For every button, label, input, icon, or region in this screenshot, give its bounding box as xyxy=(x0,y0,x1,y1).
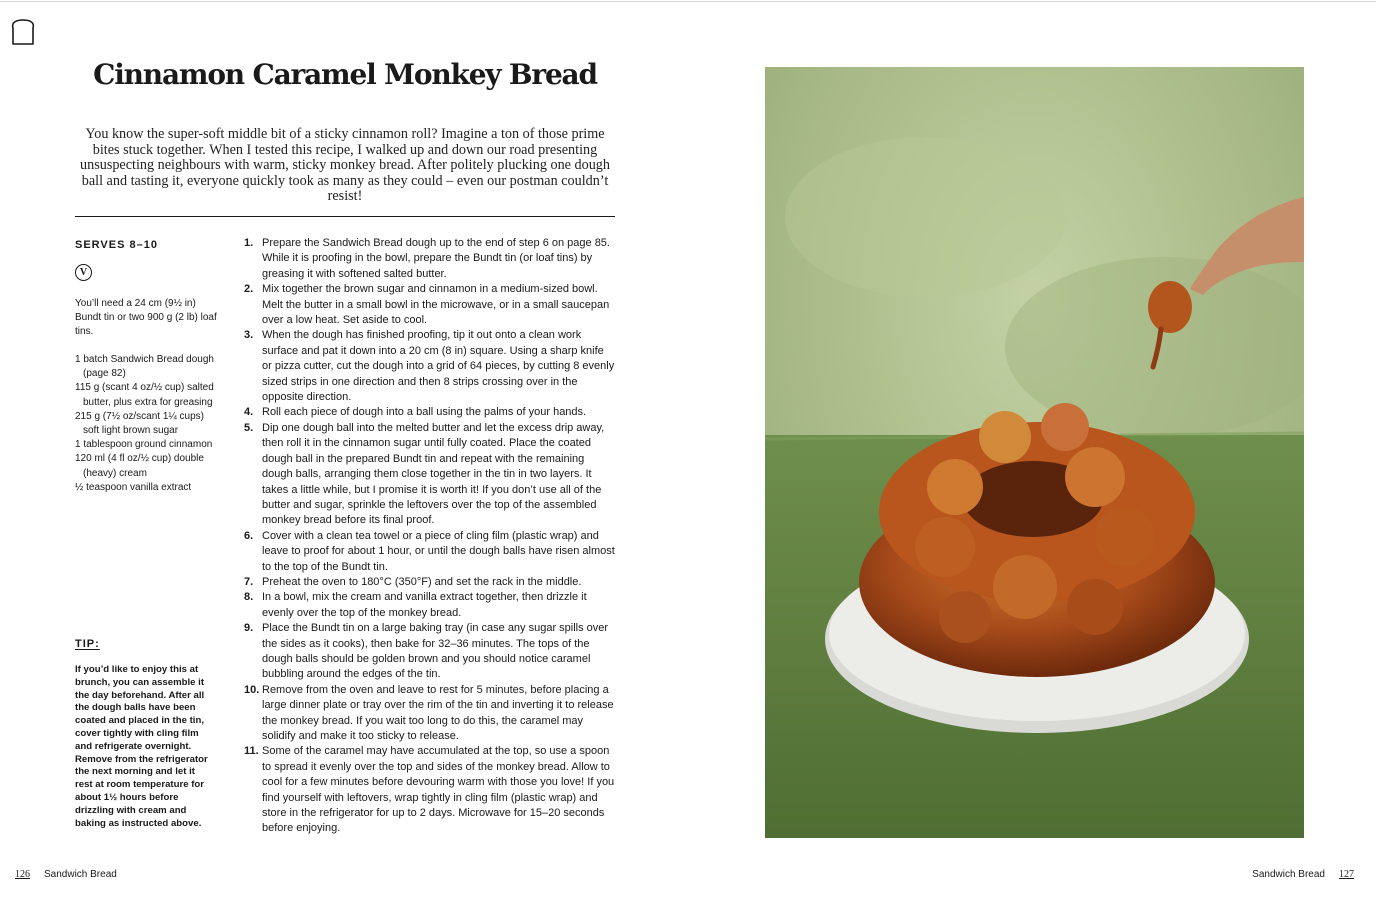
step-number: 11. xyxy=(244,745,259,758)
step-text: Place the Bundt tin on a large baking tray (in case any sugar spills over the sides as it cooks), then bake for 32–36 minutes. The tops of the dough balls should be golden brown and you should notice caramel bubbling around the edges of the tin. xyxy=(262,622,609,681)
method-step xyxy=(244,421,616,529)
top-rule xyxy=(0,1,1376,2)
method-step xyxy=(244,621,616,683)
step-text: Remove from the oven and leave to rest for 5 minutes, before placing a large dinner plate or tray over the rim of the tin and inverting it to release the monkey bread. If you wait too long to do this, the caramel may solidify and make it too sticky to release. xyxy=(262,683,614,742)
method-steps xyxy=(244,236,616,837)
bread-slice-icon xyxy=(10,18,36,46)
step-text: Some of the caramel may have accumulated at the top, so use a spoon to spread it evenly over the top and sides of the monkey bread. Allow to cool for a few minutes before devouring warm with those you love! If you find yourself with leftovers, wrap tightly in cling film (plastic wrap) and store in the refrigerator for up to 2 days. Microwave for 15–20 seconds before enjoying. xyxy=(262,745,615,835)
ingredient-item: 1 tablespoon ground cinnamon xyxy=(75,439,213,451)
method-step xyxy=(244,405,616,420)
recipe-intro: You know the super-soft middle bit of a sticky cinnamon roll? Imagine a ton of those prime bites stuck together. When I tested this recipe, I walked up and down our road presenting unsuspecting neighbours with warm, sticky monkey bread. After politely plucking one dough ball and tasting it, everyone quickly took as many as they could – even our postman couldn’t resist! xyxy=(80,126,610,205)
monkey-bread-photo xyxy=(765,67,1304,838)
method-step xyxy=(244,328,616,405)
tip-heading: TIP: xyxy=(75,638,100,650)
method-step xyxy=(244,590,616,621)
step-number: 4. xyxy=(244,406,254,419)
step-number: 8. xyxy=(244,591,254,604)
step-number: 1. xyxy=(244,237,254,249)
ingredients-list xyxy=(75,353,220,495)
page-number-right: 127 xyxy=(1339,869,1354,880)
step-text: In a bowl, mix the cream and vanilla extract together, then drizzle it evenly over the top of the monkey bread. xyxy=(262,591,587,619)
step-number: 9. xyxy=(244,622,254,635)
ingredient-item: 1 batch Sandwich Bread dough (page 82) xyxy=(75,354,214,380)
step-number: 5. xyxy=(244,421,254,434)
header-divider xyxy=(75,216,615,217)
step-text: Prepare the Sandwich Bread dough up to the end of step 6 on page 85. While it is proofing in the bowl, prepare the Bundt tin (or loaf tins) by greasing it with softened salted butter. xyxy=(262,237,610,280)
ingredient-item: ½ teaspoon vanilla extract xyxy=(75,481,192,493)
step-text: Dip one dough ball into the melted butter and let the excess drip away, then roll it in the cinnamon sugar until fully coated. Place the coated dough ball in the prepared Bundt tin and repeat with the remaining dough balls, arranging them close together in the tin in two layers. It takes a little while, but I promise it is worth it! If you don’t use all of the butter and sugar, sprinkle the leftovers over the top of the assembled monkey bread before its final proof. xyxy=(262,421,605,527)
method-step xyxy=(244,236,616,282)
method-step xyxy=(244,282,616,328)
section-name-left: Sandwich Bread xyxy=(44,869,117,880)
footer-right xyxy=(1252,869,1354,880)
vegetarian-icon: V xyxy=(75,264,92,281)
tip-text: If you’d like to enjoy this at brunch, you can assemble it the day beforehand. After all the dough balls have been coated and placed in the tin, cover tightly with cling film and refrigerate overnight. Remove from the refrigerator the next morning and let it rest at room temperature for about 1½ hours before drizzling with cream and baking as instructed above. xyxy=(75,664,208,829)
step-number: 6. xyxy=(244,529,254,542)
step-text: Preheat the oven to 180°C (350°F) and set the rack in the middle. xyxy=(262,575,582,588)
equipment-note: You’ll need a 24 cm (9½ in) Bundt tin or two 900 g (2 lb) loaf tins. xyxy=(75,298,217,338)
step-text: Mix together the brown sugar and cinnamon in a medium-sized bowl. Melt the butter in a small bowl in the microwave, or in a small saucepan over a low heat. Set aside to cool. xyxy=(262,283,610,327)
serves-label: SERVES 8–10 xyxy=(75,239,158,251)
ingredient-item: 120 ml (4 fl oz/½ cup) double (heavy) cream xyxy=(75,453,204,479)
step-number: 10. xyxy=(244,683,260,696)
ingredient-item: 215 g (7½ oz/scant 1¼ cups) soft light brown sugar xyxy=(75,410,204,437)
section-name-right: Sandwich Bread xyxy=(1252,869,1325,880)
method-step xyxy=(244,575,616,590)
method-step xyxy=(244,529,616,575)
method-step xyxy=(244,683,616,745)
step-text: Roll each piece of dough into a ball using the palms of your hands. xyxy=(262,406,587,419)
method-step xyxy=(244,744,616,836)
step-number: 2. xyxy=(244,283,254,296)
page-number-left: 126 xyxy=(15,869,30,880)
step-text: When the dough has finished proofing, tip it out onto a clean work surface and pat it down into a 20 cm (8 in) square. Using a sharp knife or pizza cutter, cut the dough into a grid of 64 pieces, by cutting 8 evenly sized strips in one direction and then 8 strips crossing over in the opposite direction. xyxy=(262,329,615,404)
recipe-title: Cinnamon Caramel Monkey Bread xyxy=(93,58,597,91)
ingredient-item: 115 g (scant 4 oz/½ cup) salted butter, plus extra for greasing xyxy=(75,382,214,408)
footer-left xyxy=(15,869,117,880)
step-text: Cover with a clean tea towel or a piece of cling film (plastic wrap) and leave to proof for about 1 hour, or until the dough balls have risen almost to the top of the Bundt tin. xyxy=(262,529,615,573)
step-number: 7. xyxy=(244,575,254,588)
step-number: 3. xyxy=(244,329,254,342)
